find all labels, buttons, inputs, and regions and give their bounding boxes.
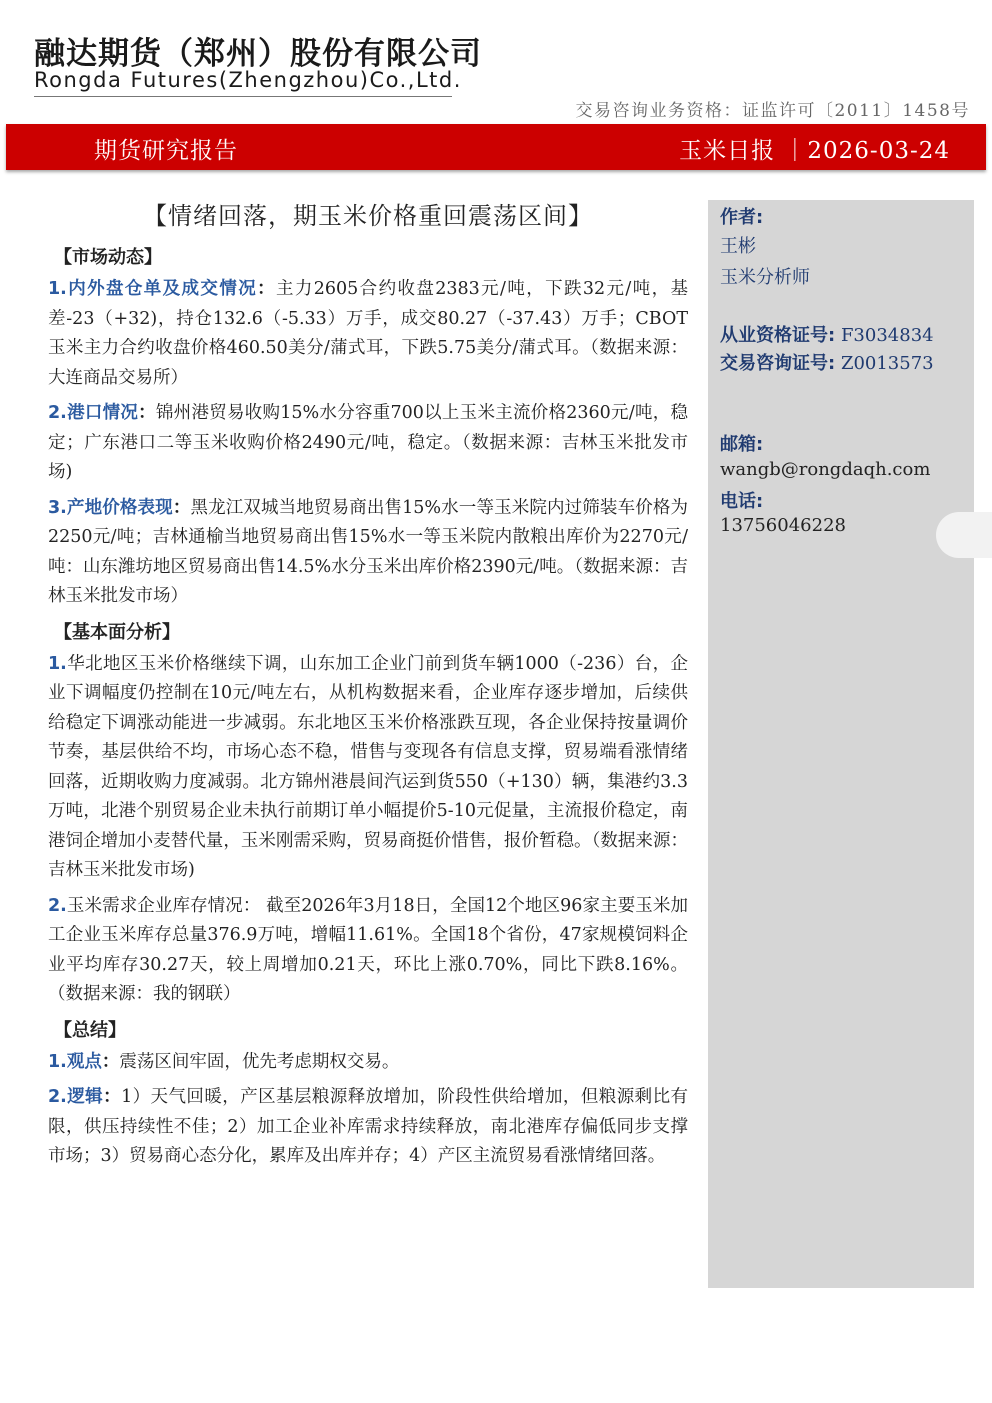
item-heading: 2. <box>48 895 67 916</box>
header-divider <box>34 96 452 97</box>
paragraph-futures-trading: 1.内外盘仓单及成交情况：主力2605合约收盘2383元/吨，下跌32元/吨，基差-23（+32)，持仓132.6（-5.33）万手，成交80.27（-37.43）万手；CBOT玉米主力合约收盘价格460.50美分/蒲式耳，下跌5.75美分/蒲式耳。（数据来源：大连商品交易所） <box>48 279 688 388</box>
item-heading: 3.产地价格表现 <box>48 497 173 518</box>
item-heading: 1.内外盘仓单及成交情况 <box>48 279 258 299</box>
item-body: 黑龙江双城当地贸易商出售15%水一等玉米院内过筛装车价格为2250元/吨；吉林通榆当地贸易商出售15%水一等玉米院内散粮出库价为2270元/吨：山东潍坊地区贸易商出售14.5%水分玉米出库价格2390元/吨。（数据来源：吉林玉米批发市场） <box>48 497 688 606</box>
item-body: 玉米需求企业库存情况： 截至2026年3月18日，全国12个地区96家主要玉米加工企业玉米库存总量376.9万吨，增幅11.61%。全国18个省份，47家规模饲料企业平均库存30.27天，较上周增加0.21天，环比上涨0.70%，同比下跌8.16%。（数据来源：我的钢联） <box>48 895 688 1004</box>
side-scroll-tab[interactable] <box>936 512 992 558</box>
section-heading-fundamentals: 【基本面分析】 <box>54 621 180 643</box>
qualification-label: 从业资格证号: <box>720 325 836 346</box>
item-heading: 1. <box>48 653 67 674</box>
item-body: 主力2605合约收盘2383元/吨，下跌32元/吨，基差-23（+32)，持仓132.6（-5.33）万手，成交80.27（-37.43）万手；CBOT玉米主力合约收盘价格460.50美分/蒲式耳，下跌5.75美分/蒲式耳。（数据来源：大连商品交易所） <box>48 279 688 388</box>
consult-value: Z0013573 <box>840 353 934 374</box>
item-heading: 2.逻辑 <box>48 1087 104 1107</box>
banner-report-date: 玉米日报 ｜2026-03-24 <box>679 138 950 164</box>
company-name-en: Rongda Futures(Zhengzhou)Co.,Ltd. <box>34 68 462 92</box>
report-title: 【情绪回落，期玉米价格重回震荡区间】 <box>143 202 593 230</box>
report-banner <box>6 124 986 170</box>
item-heading: 1.观点 <box>48 1051 102 1072</box>
paragraph-logic: 2.逻辑：1）天气回暖，产区基层粮源释放增加，阶段性供给增加，但粮源剩比有限，供压持续性不佳；2）加工企业补库需求持续释放，南北港库存偏低同步支撑市场；3）贸易商心态分化，累库及出库并存；4）产区主流贸易看涨情绪回落。 <box>48 1087 689 1166</box>
sidebar-consult-license <box>720 349 934 375</box>
item-body: 1）天气回暖，产区基层粮源释放增加，阶段性供给增加，但粮源剩比有限，供压持续性不佳；2）加工企业补库需求持续释放，南北港库存偏低同步支撑市场；3）贸易商心态分化，累库及出库并存；4）产区主流贸易看涨情绪回落。 <box>48 1087 689 1166</box>
paragraph-port: 2.港口情况：锦州港贸易收购15%水分容重700以上玉米主流价格2360元/吨，稳定；广东港口二等玉米收购价格2490元/吨，稳定。（数据来源：吉林玉米批发市场) <box>48 403 689 482</box>
item-body: 华北地区玉米价格继续下调，山东加工企业门前到货车辆1000（-236）台，企业下调幅度仍控制在10元/吨左右，从机构数据来看，企业库存逐步增加，后续供给稳定下调涨动能进一步减弱。东北地区玉米价格涨跌互现，各企业保持按量调价节奏，基层供给不均，市场心态不稳，惜售与变现各有信息支撑，贸易端看涨情绪回落，近期收购力度减弱。北方锦州港晨间汽运到货550（+130）辆，集港约3.3万吨，北港个别贸易企业未执行前期订单小幅提价5-10元促量，主流报价稳定，南港饲企增加小麦替代量，玉米刚需采购，贸易商挺价惜售，报价暂稳。（数据来源：吉林玉米批发市场) <box>48 653 688 880</box>
paragraph-inventory <box>48 892 688 1010</box>
item-body: 震荡区间牢固，优先考虑期权交易。 <box>119 1051 400 1072</box>
sidebar-email-label: 邮箱: <box>720 434 764 455</box>
item-body: 锦州港贸易收购15%水分容重700以上玉米主流价格2360元/吨，稳定；广东港口二等玉米收购价格2490元/吨，稳定。（数据来源：吉林玉米批发市场) <box>48 403 689 482</box>
section-heading-market: 【市场动态】 <box>54 247 162 268</box>
banner-report-type: 期货研究报告 <box>94 138 238 164</box>
paragraph-origin-price: 3.产地价格表现：黑龙江双城当地贸易商出售15%水一等玉米院内过筛装车价格为2250元/吨；吉林通榆当地贸易商出售15%水一等玉米院内散粮出库价为2270元/吨：山东潍坊地区贸易商出售14.5%水分玉米出库价格2390元/吨。（数据来源：吉林玉米批发市场） <box>48 497 688 606</box>
company-name-cn: 融达期货（郑州）股份有限公司 <box>34 36 482 72</box>
section-heading-summary: 【总结】 <box>54 1019 126 1041</box>
sidebar-author-title: 玉米分析师 <box>720 267 810 288</box>
sidebar-author-label: 作者: <box>720 207 764 228</box>
sidebar-phone-value: 13756046228 <box>720 515 846 536</box>
license-text: 交易咨询业务资格：证监许可〔2011〕1458号 <box>575 101 970 121</box>
qualification-value: F3034834 <box>840 325 934 346</box>
sidebar-author-name: 王彬 <box>720 236 756 257</box>
item-heading: 2.港口情况 <box>48 403 139 423</box>
consult-label: 交易咨询证号: <box>720 353 836 374</box>
paragraph-viewpoint: 1.观点：震荡区间牢固，优先考虑期权交易。 <box>48 1051 400 1072</box>
sidebar-email-value[interactable]: wangb@rongdaqh.com <box>720 459 931 480</box>
report-body <box>48 196 688 1178</box>
sidebar-qualification <box>720 321 934 347</box>
paragraph-price-analysis <box>48 650 688 886</box>
sidebar-phone-label: 电话: <box>720 491 764 512</box>
